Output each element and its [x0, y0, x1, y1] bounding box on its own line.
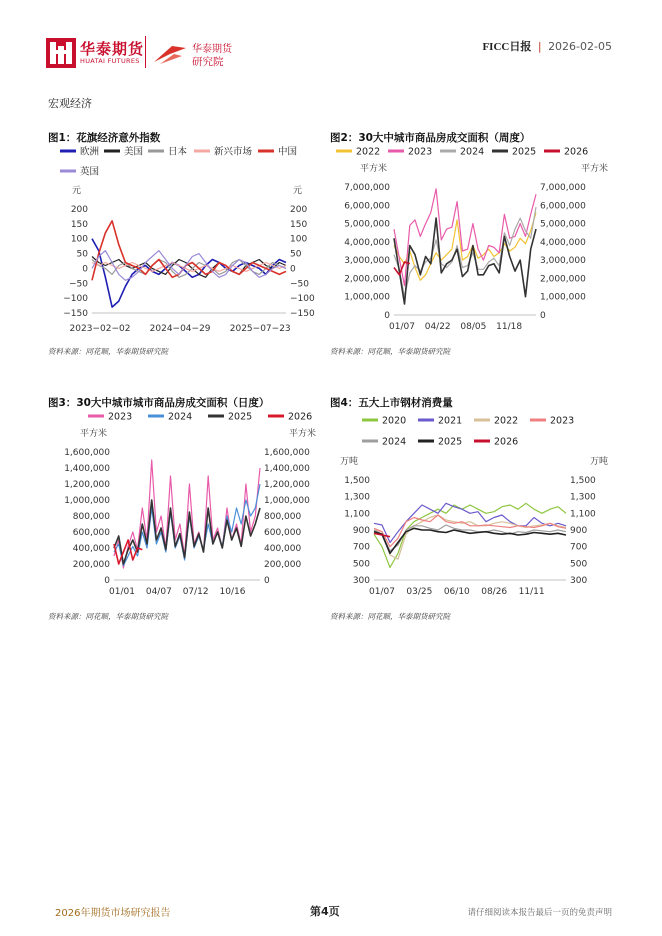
y-tick-right: 1,500	[570, 476, 596, 486]
y-tick-left: 1,200,000	[64, 480, 110, 490]
section-title: 宏观经济	[48, 97, 92, 110]
y-tick-right: 0	[540, 311, 546, 321]
figure-1-prefix: 图1：	[48, 132, 77, 144]
legend-label-英国: 英国	[80, 166, 100, 178]
legend-label-新兴市场: 新兴市场	[214, 146, 253, 158]
institute-logo	[152, 36, 242, 70]
y-tick-left: 2,000,000	[344, 274, 390, 285]
legend-label-2023: 2023	[408, 146, 433, 158]
y-tick-left: 100	[70, 234, 88, 245]
legend-label-2024: 2024	[460, 146, 485, 158]
legend-label-2024: 2024	[382, 436, 407, 448]
y-tick-right: 600,000	[264, 528, 302, 538]
figure-3-source: 资料来源：同花顺，华泰期货研究院	[48, 612, 168, 621]
figure-4-title-text: 五大上市钢材消费量	[358, 397, 453, 409]
y-tick-right: 7,000,000	[540, 183, 586, 193]
report-name: FICC日报	[482, 41, 532, 53]
y-tick-right: 1,300	[570, 492, 596, 503]
y-tick-left: 1,400,000	[64, 464, 110, 474]
y-tick-right: 700	[570, 542, 588, 553]
y-tick-left: 700	[352, 542, 370, 553]
left-unit-label: 元	[72, 186, 82, 196]
y-tick-left: 0	[384, 311, 390, 321]
y-tick-right: 1,100	[570, 509, 596, 520]
chart-steel-consumption	[330, 408, 610, 608]
y-tick-left: 5,000,000	[344, 219, 390, 230]
institute-line1: 华泰期货	[192, 44, 232, 55]
logo-cn-text: 华泰期货	[80, 40, 145, 58]
x-tick: 10/16	[219, 587, 246, 597]
institute-line2: 研究院	[192, 56, 224, 68]
figure-2-prefix: 图2：	[330, 132, 359, 144]
x-tick: 11/11	[518, 587, 545, 597]
x-tick: 2025−07−23	[229, 324, 291, 334]
y-tick-left: 7,000,000	[344, 183, 390, 193]
legend-label-2022: 2022	[356, 146, 381, 158]
y-tick-right: 800,000	[264, 512, 302, 522]
y-tick-left: 1,000,000	[344, 292, 390, 303]
right-unit-label: 平方米	[288, 429, 316, 439]
figure-2-title-text: 30大中城市商品房成交面积（周度）	[358, 132, 531, 144]
x-tick: 2023−02−02	[69, 324, 131, 334]
left-unit-label: 平方米	[360, 164, 388, 174]
y-tick-left: 1,600,000	[64, 448, 110, 458]
x-tick: 11/18	[496, 322, 523, 332]
y-tick-left: −150	[63, 309, 88, 319]
y-tick-right: 0	[264, 576, 270, 586]
x-tick: 01/07	[369, 587, 395, 597]
y-tick-right: 300	[570, 576, 588, 586]
x-tick: 01/07	[389, 322, 415, 332]
legend-label-2023: 2023	[550, 415, 575, 427]
y-tick-left: 0	[104, 576, 110, 586]
y-tick-right: 900	[570, 526, 588, 536]
x-tick: 07/12	[182, 587, 209, 597]
legend-label-2026: 2026	[494, 436, 519, 448]
legend-label-2026: 2026	[564, 146, 589, 158]
y-tick-left: 0	[82, 264, 88, 275]
logo-en-text: HUATAI FUTURES	[80, 57, 140, 65]
footer-disclaimer: 请仔细阅读本报告最后一页的免责声明	[467, 908, 612, 918]
y-tick-left: 200	[70, 205, 88, 215]
y-tick-right: 4,000,000	[540, 237, 586, 248]
x-tick: 08/05	[460, 322, 487, 332]
chart-weekly-housing-sales	[330, 143, 610, 343]
legend-label-欧洲: 欧洲	[80, 146, 100, 158]
y-tick-right: 50	[290, 249, 302, 260]
y-tick-left: 3,000,000	[344, 256, 390, 267]
figure-2-source: 资料来源：同花顺，华泰期货研究院	[330, 347, 450, 356]
legend-label-美国: 美国	[124, 146, 144, 158]
y-tick-left: 400,000	[72, 544, 110, 554]
y-tick-left: 200,000	[72, 560, 110, 570]
legend-label-2025: 2025	[512, 146, 537, 158]
y-tick-left: 500	[352, 559, 370, 570]
legend-label-2021: 2021	[438, 415, 463, 427]
y-tick-right: 200,000	[264, 560, 302, 570]
y-tick-left: 1,000,000	[64, 496, 110, 506]
y-tick-left: −100	[63, 294, 88, 305]
y-tick-right: 400,000	[264, 544, 302, 554]
y-tick-right: −50	[290, 279, 309, 290]
series-line-2025	[114, 500, 260, 564]
x-tick: 04/07	[145, 587, 172, 597]
logo-divider	[145, 36, 146, 68]
y-tick-right: 1,200,000	[264, 480, 310, 490]
legend-label-2025: 2025	[228, 411, 253, 423]
x-tick: 01/01	[109, 587, 135, 597]
y-tick-right: 1,600,000	[264, 448, 310, 458]
y-tick-left: 600,000	[72, 528, 110, 538]
x-tick: 03/25	[406, 587, 433, 597]
y-tick-right: 1,000,000	[264, 496, 310, 506]
left-unit-label: 万吨	[340, 457, 359, 467]
y-tick-right: −150	[290, 309, 315, 319]
y-tick-left: 150	[70, 219, 88, 230]
y-tick-right: 500	[570, 559, 588, 570]
figure-4-source: 资料来源：同花顺，华泰期货研究院	[330, 612, 450, 621]
report-header	[482, 38, 612, 54]
legend-label-2023: 2023	[108, 411, 133, 423]
y-tick-left: 4,000,000	[344, 237, 390, 248]
x-tick: 04/22	[424, 322, 451, 332]
y-tick-right: 200	[290, 205, 308, 215]
x-tick: 08/26	[481, 587, 508, 597]
header-separator: |	[537, 40, 542, 53]
legend-label-2022: 2022	[494, 415, 519, 427]
report-date: 2026-02-05	[548, 40, 612, 53]
legend-label-日本: 日本	[168, 146, 188, 158]
y-tick-left: 1,500	[344, 476, 370, 486]
left-unit-label: 平方米	[80, 429, 108, 439]
institute-wing-icon	[152, 42, 188, 66]
legend-label-2026: 2026	[288, 411, 313, 423]
figure-3-prefix: 图3：	[48, 397, 77, 409]
y-tick-right: 2,000,000	[540, 274, 586, 285]
y-tick-right: 1,400,000	[264, 464, 310, 474]
x-tick: 2024−04−29	[149, 324, 211, 334]
y-tick-right: 6,000,000	[540, 201, 586, 212]
y-tick-left: 1,300	[344, 492, 370, 503]
footer-report-name: 2026年期货市场研究报告	[55, 908, 171, 919]
y-tick-left: 1,100	[344, 509, 370, 520]
figure-4-prefix: 图4：	[330, 397, 359, 409]
legend-label-2024: 2024	[168, 411, 193, 423]
y-tick-right: 5,000,000	[540, 219, 586, 230]
y-tick-right: 0	[290, 264, 296, 275]
chart-daily-housing-sales	[48, 408, 318, 608]
chart-citi-surprise-index	[48, 143, 318, 343]
y-tick-right: −100	[290, 294, 315, 305]
y-tick-left: 300	[352, 576, 370, 586]
company-logo	[46, 36, 146, 70]
y-tick-left: −50	[69, 279, 88, 290]
legend-label-2020: 2020	[382, 415, 407, 427]
legend-label-中国: 中国	[278, 146, 298, 158]
y-tick-right: 3,000,000	[540, 256, 586, 267]
y-tick-left: 6,000,000	[344, 201, 390, 212]
right-unit-label: 万吨	[589, 457, 608, 467]
right-unit-label: 元	[292, 186, 302, 196]
y-tick-left: 800,000	[72, 512, 110, 522]
y-tick-left: 900	[352, 526, 370, 536]
huatai-logo-icon	[46, 38, 76, 68]
legend-label-2025: 2025	[438, 436, 463, 448]
figure-1-source: 资料来源：同花顺，华泰期货研究院	[48, 347, 168, 356]
x-tick: 06/10	[443, 587, 470, 597]
y-tick-right: 1,000,000	[540, 292, 586, 303]
figure-3-title-text: 30大中城市城市商品房成交面积（日度）	[76, 397, 270, 409]
figure-1-title-text: 花旗经济意外指数	[76, 132, 161, 144]
y-tick-right: 150	[290, 219, 308, 230]
y-tick-left: 50	[76, 249, 88, 260]
right-unit-label: 平方米	[580, 164, 608, 174]
footer-page-number: 第4页	[310, 905, 340, 918]
y-tick-right: 100	[290, 234, 308, 245]
